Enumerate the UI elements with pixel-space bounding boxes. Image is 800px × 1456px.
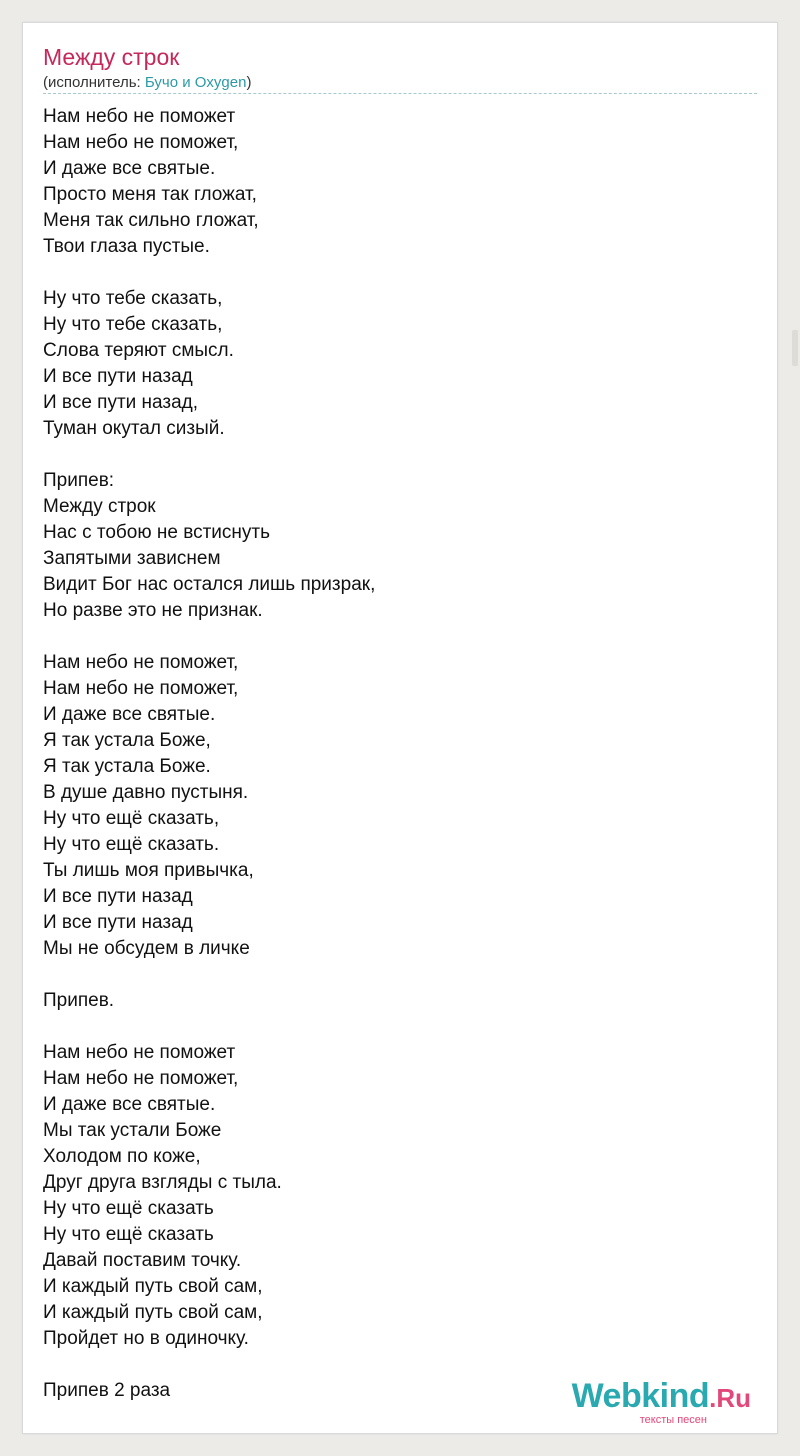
lyric-line: Меня так сильно гложат, xyxy=(43,210,259,231)
lyric-line: Ну что тебе сказать, xyxy=(43,288,223,309)
stanza-gap xyxy=(43,442,375,468)
artist-link[interactable]: Бучо и Oxygen xyxy=(144,74,247,91)
lyric-line: Припев 2 раза xyxy=(43,1380,171,1401)
lyric-line: Нам небо не поможет, xyxy=(43,678,239,699)
lyric-line: Мы так устали Боже xyxy=(43,1120,222,1141)
lyric-line: Ну что ещё сказать. xyxy=(43,834,220,855)
lyric-line: Пройдет но в одиночку. xyxy=(43,1328,249,1349)
lyric-line: Припев. xyxy=(43,990,115,1011)
lyric-line: Нам небо не поможет, xyxy=(43,132,239,153)
lyric-line: И каждый путь свой сам, xyxy=(43,1302,263,1323)
lyric-line: И каждый путь свой сам, xyxy=(43,1276,263,1297)
lyric-line: Твои глаза пустые. xyxy=(43,236,210,257)
lyric-line: И все пути назад xyxy=(43,912,193,933)
lyric-line: Туман окутал сизый. xyxy=(43,418,225,439)
stanza-gap xyxy=(43,962,375,988)
lyric-line: В душе давно пустыня. xyxy=(43,782,249,803)
artist-suffix: ) xyxy=(246,74,252,91)
lyric-line: Нам небо не поможет, xyxy=(43,652,239,673)
lyric-line: Ну что ещё сказать xyxy=(43,1198,214,1219)
lyric-line: Ну что ещё сказать xyxy=(43,1224,214,1245)
site-logo[interactable] xyxy=(571,1377,751,1426)
lyric-line: Запятыми зависнем xyxy=(43,548,221,569)
logo-tld: .Ru xyxy=(709,1383,751,1413)
lyric-line: Слова теряют смысл. xyxy=(43,340,234,361)
lyric-line: Друг друга взгляды с тыла. xyxy=(43,1172,282,1193)
artist-prefix: (исполнитель: xyxy=(43,74,145,91)
lyrics-text xyxy=(43,104,375,1404)
lyric-line: Нас с тобою не встиснуть xyxy=(43,522,271,543)
logo-word: Webkind xyxy=(571,1377,710,1415)
lyric-line: И даже все святые. xyxy=(43,704,216,725)
stanza-gap xyxy=(43,1352,375,1378)
lyrics-card xyxy=(22,22,778,1434)
artist-line xyxy=(43,73,251,93)
lyric-line: Но разве это не признак. xyxy=(43,600,263,621)
stanza-gap xyxy=(43,260,375,286)
lyric-line: Мы не обсудем в личке xyxy=(43,938,250,959)
lyric-line: Нам небо не поможет xyxy=(43,106,236,127)
lyric-line: И даже все святые. xyxy=(43,1094,216,1115)
lyric-line: И все пути назад, xyxy=(43,392,199,413)
lyric-line: Я так устала Боже, xyxy=(43,730,211,751)
lyric-line: Ты лишь моя привычка, xyxy=(43,860,254,881)
stanza-gap xyxy=(43,1014,375,1040)
stanza-gap xyxy=(43,624,375,650)
scrollbar-thumb[interactable] xyxy=(792,330,798,366)
lyric-line: Я так устала Боже. xyxy=(43,756,211,777)
song-title: Между строк xyxy=(43,44,180,70)
header-divider xyxy=(43,93,757,94)
lyric-line: Давай поставим точку. xyxy=(43,1250,242,1271)
lyric-line: Ну что тебе сказать, xyxy=(43,314,223,335)
lyric-line: Нам небо не поможет xyxy=(43,1042,236,1063)
lyric-line: Видит Бог нас остался лишь призрак, xyxy=(43,574,376,595)
lyric-line: И все пути назад xyxy=(43,886,193,907)
logo-tagline: тексты песен xyxy=(639,1414,707,1426)
lyric-line: Ну что ещё сказать, xyxy=(43,808,220,829)
lyric-line: И даже все святые. xyxy=(43,158,216,179)
lyric-line: Между строк xyxy=(43,496,156,517)
lyric-line: Холодом по коже, xyxy=(43,1146,201,1167)
lyric-line: И все пути назад xyxy=(43,366,193,387)
lyric-line: Припев: xyxy=(43,470,115,491)
lyric-line: Просто меня так гложат, xyxy=(43,184,257,205)
lyric-line: Нам небо не поможет, xyxy=(43,1068,239,1089)
